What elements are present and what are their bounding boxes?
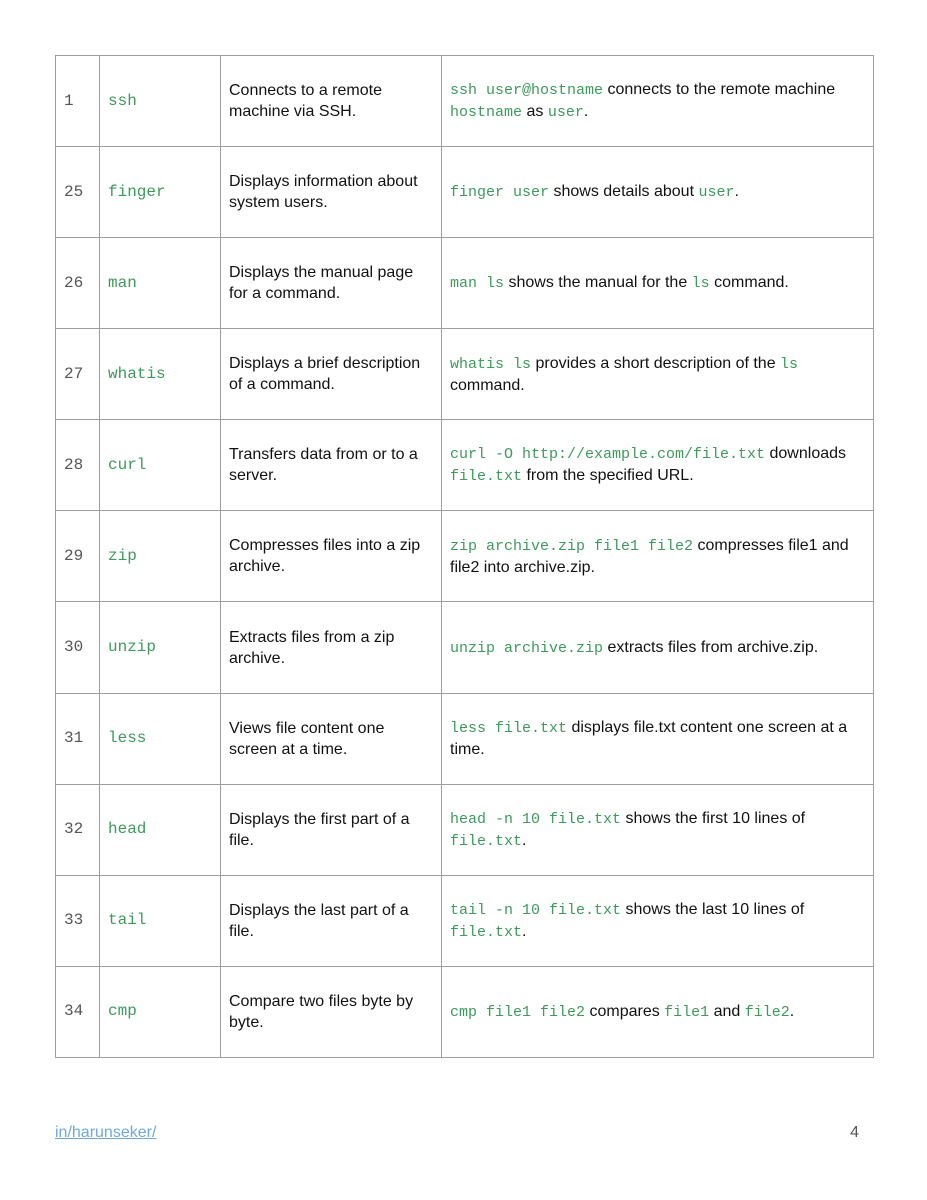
command-example [442, 693, 874, 784]
row-number: 1 [56, 56, 100, 147]
example-code: user [547, 104, 584, 122]
command-description: Displays a brief description of a command. [221, 329, 442, 420]
command-description: Displays the last part of a file. [221, 875, 442, 966]
table-row [56, 693, 874, 784]
example-text: provides a short description of the [531, 354, 781, 372]
table-row [56, 329, 874, 420]
command-example [442, 784, 874, 875]
example-code: whatis ls [450, 355, 532, 373]
row-number: 33 [56, 875, 100, 966]
row-number: 32 [56, 784, 100, 875]
example-code: head -n 10 file.txt [450, 810, 622, 828]
command-description: Connects to a remote machine via SSH. [221, 56, 442, 147]
command-example [442, 329, 874, 420]
example-text: downloads [765, 445, 847, 463]
command-description: Displays the first part of a file. [221, 784, 442, 875]
command-table [55, 55, 874, 1058]
example-code: zip archive.zip file1 file2 [450, 537, 694, 555]
example-code: curl -O http://example.com/file.txt [450, 446, 766, 464]
example-code: hostname [450, 104, 523, 122]
row-number: 28 [56, 420, 100, 511]
table-body [56, 56, 874, 1058]
example-text: shows details about [549, 183, 699, 201]
example-text: command. [709, 274, 789, 292]
command-description: Displays the manual page for a command. [221, 238, 442, 329]
example-text: . [583, 103, 589, 121]
command-name: whatis [100, 329, 221, 420]
command-name: finger [100, 147, 221, 238]
example-code: finger user [450, 184, 550, 202]
example-text: from the specified URL. [522, 467, 694, 485]
example-text: . [789, 1002, 795, 1020]
example-text: . [522, 922, 527, 940]
example-text: command. [450, 376, 525, 394]
example-code: file2 [744, 1003, 790, 1021]
example-text: . [734, 183, 739, 201]
page-number: 4 [850, 1124, 859, 1141]
example-text: extracts files from archive.zip. [603, 638, 819, 656]
example-code: file.txt [450, 468, 523, 486]
row-number: 26 [56, 238, 100, 329]
row-number: 27 [56, 329, 100, 420]
example-text: as [522, 103, 548, 121]
example-code: less file.txt [450, 720, 568, 738]
command-description: Transfers data from or to a server. [221, 420, 442, 511]
example-text: shows the first 10 lines of [621, 809, 806, 827]
command-description: Displays information about system users. [221, 147, 442, 238]
example-code: ssh user@hostname [450, 82, 604, 100]
example-code: unzip archive.zip [450, 639, 604, 657]
command-name: ssh [100, 56, 221, 147]
command-example [442, 56, 874, 147]
example-code: file1 [664, 1003, 710, 1021]
command-name: tail [100, 875, 221, 966]
command-name: head [100, 784, 221, 875]
example-code: tail -n 10 file.txt [450, 901, 622, 919]
example-text: shows the manual for the [504, 274, 692, 292]
command-description: Compare two files byte by byte. [221, 966, 442, 1057]
table-row [56, 966, 874, 1057]
row-number: 31 [56, 693, 100, 784]
command-example [442, 238, 874, 329]
command-name: cmp [100, 966, 221, 1057]
example-code: ls [691, 275, 710, 293]
example-text: . [522, 831, 527, 849]
example-text: compares [585, 1002, 665, 1020]
table-row [56, 602, 874, 693]
command-example [442, 420, 874, 511]
example-code: man ls [450, 275, 505, 293]
example-text: and [709, 1002, 745, 1020]
command-name: man [100, 238, 221, 329]
command-example [442, 966, 874, 1057]
command-name: zip [100, 511, 221, 602]
row-number: 30 [56, 602, 100, 693]
example-text: shows the last 10 lines of [621, 900, 805, 918]
command-description: Views file content one screen at a time. [221, 693, 442, 784]
command-description: Extracts files from a zip archive. [221, 602, 442, 693]
row-number: 25 [56, 147, 100, 238]
footer-profile-link[interactable]: in/harunseker/ [55, 1124, 157, 1141]
table-row [56, 875, 874, 966]
example-code: user [698, 184, 735, 202]
example-text: connects to the remote machine [603, 81, 836, 99]
command-name: unzip [100, 602, 221, 693]
command-name: less [100, 693, 221, 784]
example-code: cmp file1 file2 [450, 1003, 586, 1021]
row-number: 34 [56, 966, 100, 1057]
table-row [56, 784, 874, 875]
command-example [442, 875, 874, 966]
command-example [442, 147, 874, 238]
table-row [56, 56, 874, 147]
table-row [56, 238, 874, 329]
table-row [56, 147, 874, 238]
command-description: Compresses files into a zip archive. [221, 511, 442, 602]
example-code: file.txt [450, 832, 523, 850]
command-example [442, 511, 874, 602]
command-example [442, 602, 874, 693]
example-code: ls [780, 355, 799, 373]
example-text: compresses file1 and file2 into archive.zip. [450, 536, 849, 576]
table-row [56, 511, 874, 602]
table-row [56, 420, 874, 511]
command-name: curl [100, 420, 221, 511]
example-code: file.txt [450, 923, 523, 941]
example-text: displays file.txt content one screen at a time. [450, 719, 848, 759]
row-number: 29 [56, 511, 100, 602]
